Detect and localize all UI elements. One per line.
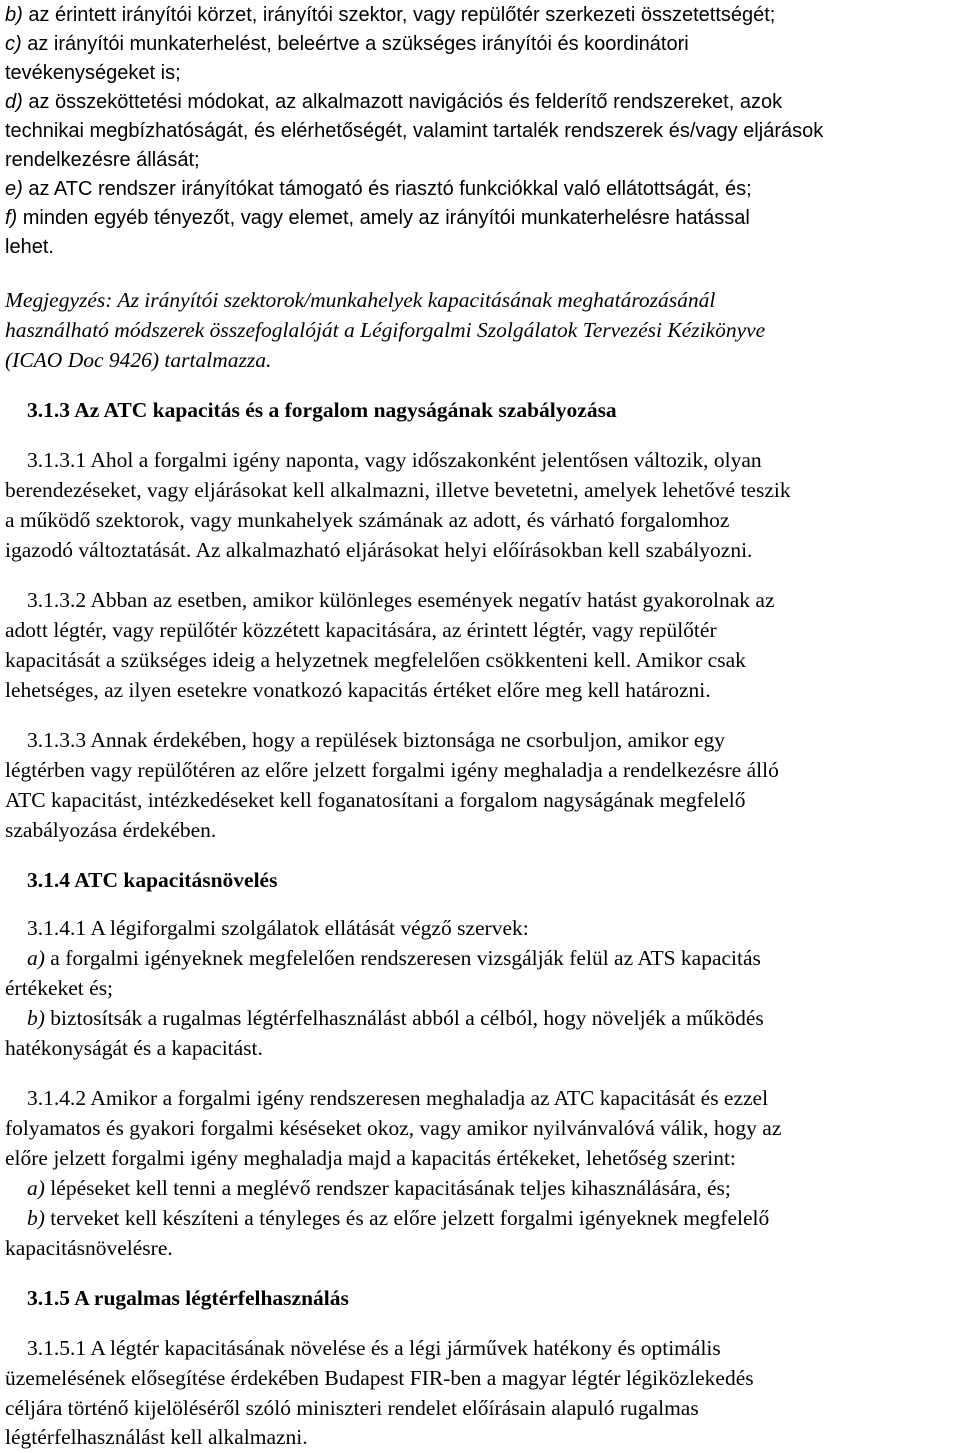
list-item: rendelkezésre állását; bbox=[5, 149, 200, 171]
paragraph-line: a működő szektorok, vagy munkahelyek számának az adott, és várható forgalomhoz bbox=[5, 508, 730, 532]
list-label: a) bbox=[27, 1176, 45, 1200]
list-item: tevékenységeket is; bbox=[5, 62, 181, 84]
list-label: d) bbox=[5, 91, 23, 113]
list-item: a) lépéseket kell tenni a meglévő rendszer kapacitásának teljes kihasználására, és; bbox=[27, 1176, 731, 1200]
list-label: c) bbox=[5, 33, 22, 55]
section-heading-3-1-3: 3.1.3 Az ATC kapacitás és a forgalom nagyságának szabályozása bbox=[27, 398, 617, 422]
list-label: f) bbox=[5, 207, 18, 229]
list-item: technikai megbízhatóságát, és elérhetőségét, valamint tartalék rendszerek és/vagy eljárások bbox=[5, 120, 824, 142]
list-item: b) terveket kell készíteni a tényleges és az előre jelzett forgalmi igényeknek megfelelő bbox=[27, 1206, 770, 1230]
paragraph-line: üzemelésének elősegítése érdekében Budapest FIR-ben a magyar légtér légiközlekedés bbox=[5, 1366, 754, 1390]
list-label: b) bbox=[5, 4, 23, 26]
paragraph-line: 3.1.3.1 Ahol a forgalmi igény naponta, vagy időszakonként jelentősen változik, olyan bbox=[27, 448, 762, 472]
paragraph-line: 3.1.3.3 Annak érdekében, hogy a repülések biztonsága ne csorbuljon, amikor egy bbox=[27, 728, 725, 752]
paragraph-line: folyamatos és gyakori forgalmi késéseket okoz, vagy amikor nyilvánvalóvá válik, hogy az bbox=[5, 1116, 782, 1140]
paragraph-line: 3.1.4.2 Amikor a forgalmi igény rendszeresen meghaladja az ATC kapacitását és ezzel bbox=[27, 1086, 769, 1110]
section-heading-3-1-4: 3.1.4 ATC kapacitásnövelés bbox=[27, 868, 278, 892]
list-item: b) az érintett irányítói körzet, irányítói szektor, vagy repülőtér szerkezeti összetettségét; bbox=[5, 4, 776, 26]
paragraph-line: 3.1.3.2 Abban az esetben, amikor különleges események negatív hatást gyakorolnak az bbox=[27, 588, 775, 612]
list-item: f) minden egyéb tényezőt, vagy elemet, amely az irányítói munkaterhelésre hatással bbox=[5, 207, 750, 229]
list-item: a) a forgalmi igényeknek megfelelően rendszeresen vizsgálják felül az ATS kapacitás bbox=[27, 946, 761, 970]
list-item: b) biztosítsák a rugalmas légtérfelhasználást abból a célból, hogy növeljék a működés bbox=[27, 1006, 764, 1030]
list-label: a) bbox=[27, 946, 45, 970]
list-item: kapacitásnövelésre. bbox=[5, 1236, 173, 1260]
paragraph-line: adott légtér, vagy repülőtér közzétett kapacitására, az érintett légtér, vagy repülőtér bbox=[5, 618, 717, 642]
list-label: e) bbox=[5, 178, 23, 200]
paragraph-line: légtérfelhasználást kell alkalmazni. bbox=[5, 1425, 308, 1449]
paragraph-line: lehetséges, az ilyen esetekre vonatkozó kapacitás értéket előre meg kell határozni. bbox=[5, 678, 711, 702]
section-heading-3-1-5: 3.1.5 A rugalmas légtérfelhasználás bbox=[27, 1286, 349, 1310]
list-item: d) az összeköttetési módokat, az alkalmazott navigációs és felderítő rendszereket, azok bbox=[5, 91, 783, 113]
paragraph-line: kapacitását a szükséges ideig a helyzetnek megfelelően csökkenteni kell. Amikor csak bbox=[5, 648, 746, 672]
paragraph-line: ATC kapacitást, intézkedéseket kell foganatosítani a forgalom nagyságának megfelelő bbox=[5, 788, 746, 812]
paragraph-line: szabályozása érdekében. bbox=[5, 818, 217, 842]
note-line: használható módszerek összefoglalóját a Légiforgalmi Szolgálatok Tervezési Kézikönyve bbox=[5, 318, 766, 342]
paragraph-line: 3.1.5.1 A légtér kapacitásának növelése és a légi járművek hatékony és optimális bbox=[27, 1336, 721, 1360]
paragraph-line: céljára történő kijelöléséről szóló miniszteri rendelet előírásain alapuló rugalmas bbox=[5, 1396, 699, 1420]
paragraph-line: berendezéseket, vagy eljárásokat kell alkalmazni, illetve bevetetni, amelyek lehetővé teszik bbox=[5, 478, 791, 502]
list-item: értékeket és; bbox=[5, 976, 114, 1000]
note-line: Megjegyzés: Az irányítói szektorok/munkahelyek kapacitásának meghatározásánál bbox=[5, 288, 716, 312]
list-item: e) az ATC rendszer irányítókat támogató és riasztó funkciókkal való ellátottságát, és; bbox=[5, 178, 752, 200]
note-line: (ICAO Doc 9426) tartalmazza. bbox=[5, 348, 272, 372]
paragraph-line: légtérben vagy repülőtéren az előre jelzett forgalmi igény meghaladja a rendelkezésre álló bbox=[5, 758, 779, 782]
list-label: b) bbox=[27, 1006, 45, 1030]
paragraph-line: előre jelzett forgalmi igény meghaladja majd a kapacitás értékeket, lehetőség szerint: bbox=[5, 1146, 736, 1170]
list-label: b) bbox=[27, 1206, 45, 1230]
list-item: lehet. bbox=[5, 236, 54, 258]
paragraph-line: igazodó változtatását. Az alkalmazható eljárásokat helyi előírásokban kell szabályozni. bbox=[5, 538, 753, 562]
list-item: c) az irányítói munkaterhelést, beleértve a szükséges irányítói és koordinátori bbox=[5, 33, 689, 55]
paragraph-line: 3.1.4.1 A légiforgalmi szolgálatok ellátását végző szervek: bbox=[27, 916, 529, 940]
list-item: hatékonyságát és a kapacitást. bbox=[5, 1036, 263, 1060]
